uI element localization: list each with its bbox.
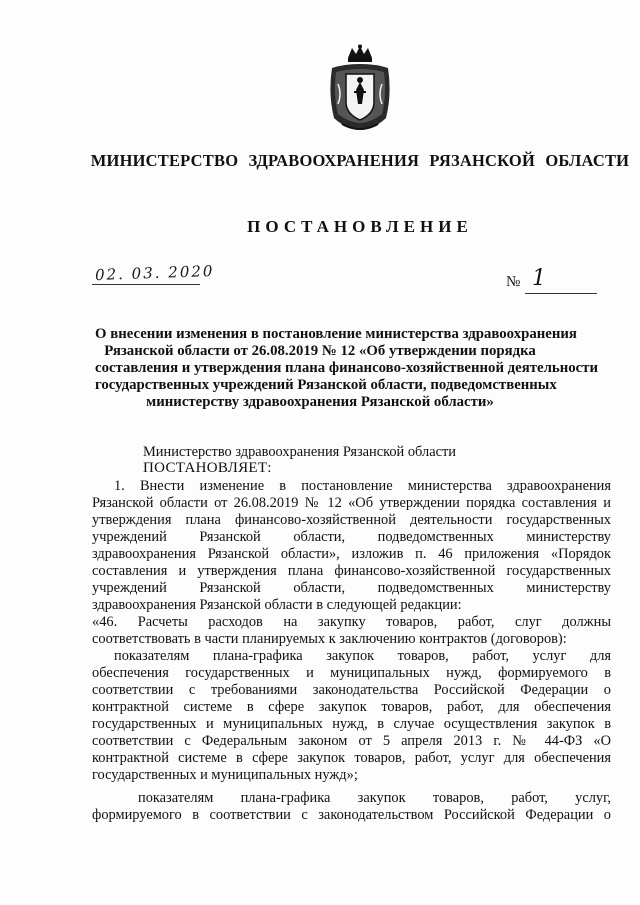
subject-line: министерству здравоохранения Рязанской области» bbox=[146, 394, 494, 410]
body-line: контрактной системе в сфере закупок товаров, работ, услуг для обеспечения bbox=[92, 750, 611, 766]
body-line: 1. Внести изменение в постановление министерства здравоохранения bbox=[114, 478, 611, 494]
issuing-authority: Министерство здравоохранения Рязанской области bbox=[143, 444, 456, 460]
document-type-heading: ПОСТАНОВЛЕНИЕ bbox=[247, 217, 473, 236]
body-line: учреждений Рязанской области, подведомственных министерству bbox=[92, 529, 611, 545]
body-line: показателям плана-графика закупок товаров, работ, услуг для bbox=[114, 648, 611, 664]
document-body bbox=[92, 478, 611, 824]
subject-line: Рязанской области от 26.08.2019 № 12 «Об утверждении порядка bbox=[104, 343, 536, 359]
body-line: обеспечения государственных и муниципальных нужд, формируемого в bbox=[92, 665, 611, 681]
body-line: учреждений Рязанской области, подведомственных министерству bbox=[92, 580, 611, 596]
body-line: государственных и муниципальных нужд, в случае осуществления закупок в bbox=[92, 716, 611, 732]
body-line: здравоохранения Рязанской области в следующей редакции: bbox=[92, 597, 462, 613]
ministry-title: МИНИСТЕРСТВО ЗДРАВООХРАНЕНИЯ РЯЗАНСКОЙ ОБЛАСТИ bbox=[90, 151, 630, 170]
body-line: Рязанской области от 26.08.2019 № 12 «Об утверждении порядка составления и bbox=[92, 495, 611, 511]
body-line: соответствии с требованиями законодательства Российской Федерации о bbox=[92, 682, 611, 698]
subject-line: государственных учреждений Рязанской области, подведомственных bbox=[95, 377, 557, 393]
body-line: формируемого в соответствии с законодательством Российской Федерации о bbox=[92, 807, 611, 823]
body-line: государственных и муниципальных нужд»; bbox=[92, 767, 358, 783]
subject-line: О внесении изменения в постановление министерства здравоохранения bbox=[95, 326, 577, 342]
body-line: показателям плана-графика закупок товаров, работ, услуг, bbox=[138, 790, 611, 806]
body-line: контрактной системе в сфере закупок товаров, работ, для обеспечения bbox=[92, 699, 611, 715]
document-date: 02. 03. 2020 bbox=[94, 261, 215, 285]
coat-of-arms-emblem bbox=[324, 44, 396, 132]
number-label: № bbox=[506, 274, 521, 290]
body-line: здравоохранения Рязанской области», изложив п. 46 приложения «Порядок bbox=[92, 546, 611, 562]
body-line: утверждения плана финансово-хозяйственной деятельности государственных bbox=[92, 512, 611, 528]
body-line: соответствии с Федеральным законом от 5 апреля 2013 г. № 44-ФЗ «О bbox=[92, 733, 611, 749]
body-line: составления и утверждения плана финансово-хозяйственной государственных bbox=[92, 563, 611, 579]
document-number: 1 bbox=[532, 266, 546, 291]
subject-line: составления и утверждения плана финансово-хозяйственной деятельности bbox=[95, 360, 598, 376]
body-line: соответствовать в части планируемых к заключению контрактов (договоров): bbox=[92, 631, 567, 647]
decree-word: ПОСТАНОВЛЯЕТ: bbox=[143, 460, 272, 476]
number-underline bbox=[525, 293, 597, 294]
body-line: «46. Расчеты расходов на закупку товаров, работ, слуг должны bbox=[92, 614, 611, 630]
document-subject bbox=[95, 326, 598, 411]
date-underline bbox=[92, 284, 200, 285]
